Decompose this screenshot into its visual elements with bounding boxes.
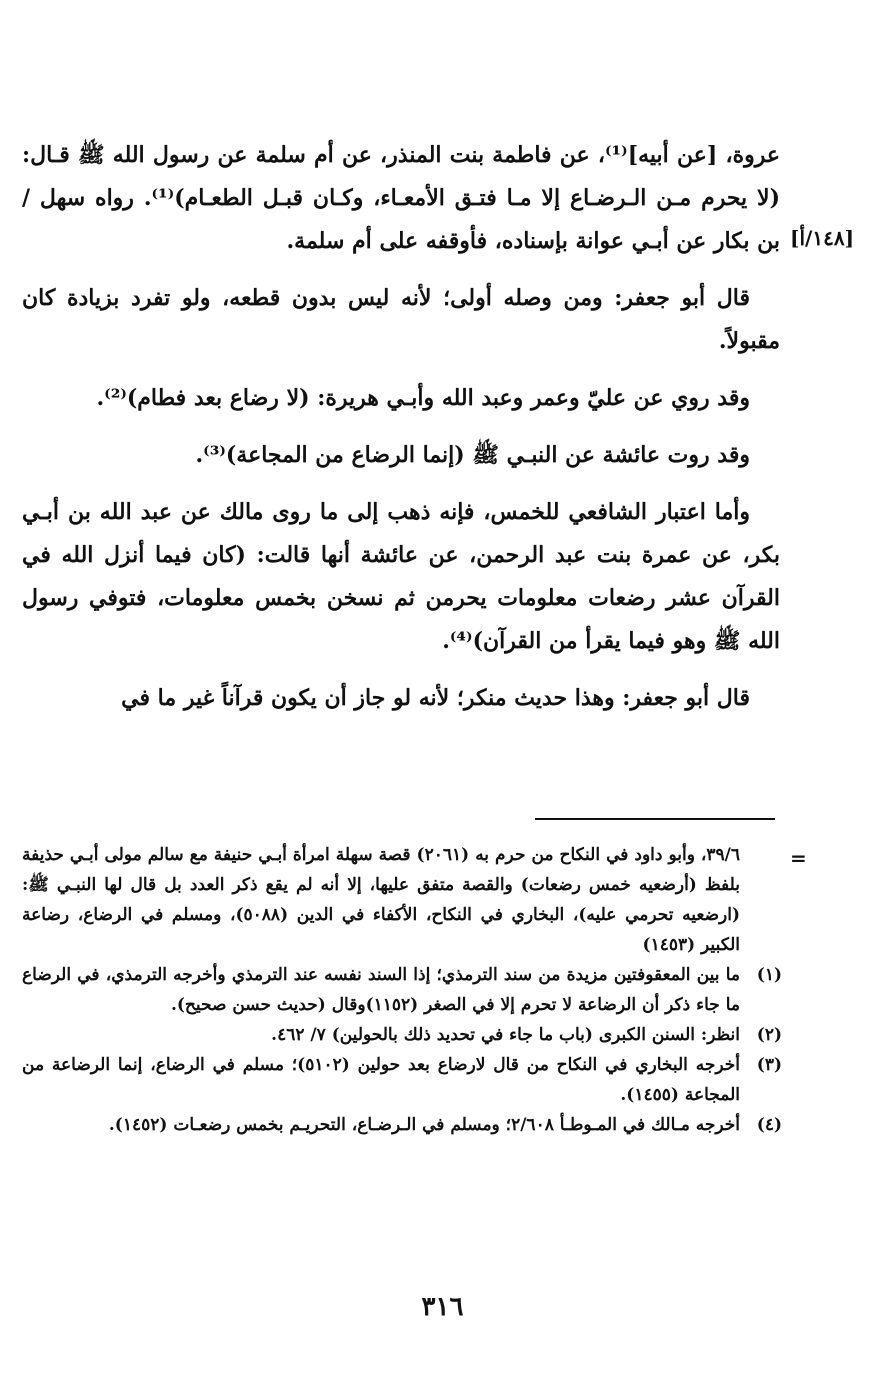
page-number: ٣١٦: [421, 1292, 464, 1322]
footnote-item: [22, 1020, 782, 1050]
footnote-number: [740, 840, 782, 960]
main-text: [22, 134, 780, 734]
footnote-number: (١): [756, 965, 782, 985]
footnote-text: أخرجه مـالك في المـوطـأ ٢/٦٠٨؛ ومسلم في الـرضـاع، التحريـم بخمس رضعـات (١٤٥٢).: [108, 1115, 740, 1135]
footnote-text: أخرجه البخاري في النكاح من قال لارضاع بعد حولين (٥١٠٢)؛ مسلم في الرضاع، إنما الرضاعة من المجاعة (١٤٥٥).: [22, 1055, 740, 1105]
paragraph: قال أبو جعفر: وهذا حديث منكر؛ لأنه لو جاز أن يكون قرآناً غير ما في: [121, 685, 750, 711]
footnote-number: (٤): [756, 1115, 782, 1135]
paragraph: وقد روي عن عليّ وعمر وعبد الله وأبـي هريرة: (لا رضاع بعد فطام)⁽²⁾.: [96, 385, 750, 411]
footnote-number: (٢): [756, 1025, 782, 1045]
footnote-item: [22, 840, 782, 960]
paragraph: عروة، [عن أبيه]⁽¹⁾، عن فاطمة بنت المنذر، عن أم سلمة عن رسول الله ﷺ قـال: (لا يحرم مـن الـرضـاع إلا مـا فتـق الأمعـاء، وكـان قبـل الطعـام)⁽¹⁾. رواه سهل / بن بكار عن أبـي عوانة بإسناده، فأوقفه على أم سلمة.: [22, 142, 780, 254]
footnote-item: [22, 1050, 782, 1110]
footnotes: [22, 840, 782, 1140]
footnote-text: ٣٩/٦، وأبو داود في النكاح من حرم به (٢٠٦١) قصة سهلة امرأة أبـي حنيفة مع سالم مولى أبـي حذيفة بلفظ (أرضعيه خمس رضعات) والقصة متفق عليها، إلا أنه لم يقع ذكر العدد بل قال لها النبـي ﷺ: (ارضعيه تحرمي عليه)، البخاري في النكاح، الأكفاء في الدين (٥٠٨٨)، ومسلم في الرضاع، رضاعة الكبير (١٤٥٣): [22, 845, 741, 955]
footnote-item: [22, 960, 782, 1020]
footnote-divider: [535, 818, 775, 820]
paragraph: قال أبو جعفر: ومن وصله أولى؛ لأنه ليس بدون قطعه، ولو تفرد بزيادة كان مقبولاً.: [22, 285, 780, 354]
footnote-continuation-mark: =: [790, 846, 807, 870]
paragraph: وأما اعتبار الشافعي للخمس، فإنه ذهب إلى ما روى مالك عن عبد الله بن أبـي بكر، عن عمرة بنت عبد الرحمن، عن عائشة أنها قالت: (كان فيما أنزل الله في القرآن عشر رضعات معلومات يحرمن ثم نسخن بخمس معلومات، فتوفي رسول الله ﷺ وهو فيما يقرأ من القرآن)⁽⁴⁾.: [22, 499, 780, 654]
footnote-number: (٣): [756, 1055, 782, 1075]
footnote-text: انظر: السنن الكبرى (باب ما جاء في تحديد ذلك بالحولين) ٧/ ٤٦٢.: [271, 1025, 740, 1045]
paragraph: وقد روت عائشة عن النبـي ﷺ (إنما الرضاع من المجاعة)⁽³⁾.: [195, 442, 750, 468]
footnote-item: [22, 1110, 782, 1140]
folio-margin-note: [١٤٨/أ]: [790, 226, 855, 250]
footnote-text: ما بين المعقوفتين مزيدة من سند الترمذي؛ إذا السند نفسه عند الترمذي وأخرجه الترمذي، في الرضاع ما جاء ذكر أن الرضاعة لا تحرم إلا في الصغر (١١٥٢)وقال (حديث حسن صحيح).: [22, 965, 740, 1015]
